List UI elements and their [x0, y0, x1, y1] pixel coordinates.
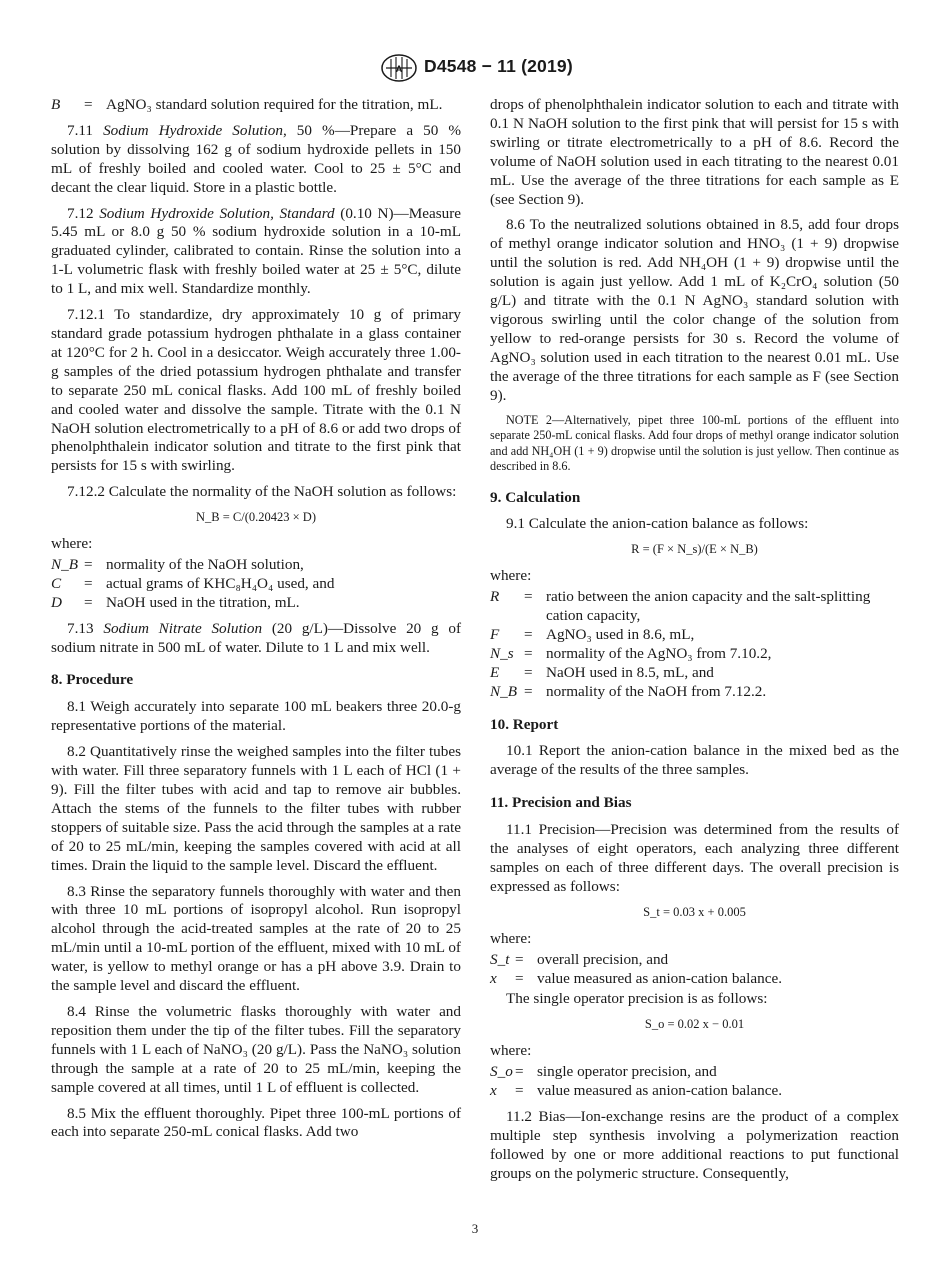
section-number: 7.11: [67, 121, 94, 139]
section-title: Sodium Nitrate Solution: [103, 619, 263, 637]
paragraph-9-1: 9.1 Calculate the anion-cation balance as follows:: [506, 515, 809, 533]
note-2: NOTE 2—Alternatively, pipet three 100-mL portions of the effluent into separate 250-mL conical flasks. Add four drops of methyl orange indicator solution and add NH₄OH (1 + 9) dropwise until the solution is just yellow. Then continue as described in 8.6.: [490, 412, 899, 473]
definition-symbol: N_B: [490, 682, 518, 700]
definition-equals: =: [84, 96, 93, 113]
section-heading-precision-bias: 11. Precision and Bias: [490, 794, 632, 812]
definition-text: normality of the NaOH from 7.12.2.: [546, 682, 767, 700]
definition-equals: =: [524, 625, 533, 643]
definition-symbol: S_o: [490, 1063, 513, 1081]
paragraph-7-12-2: 7.12.2 Calculate the normality of the NaOH solution as follows:: [67, 483, 457, 501]
definition-symbol: N_B: [51, 555, 79, 573]
definition-symbol: R: [490, 588, 500, 606]
definition-item: [490, 645, 899, 664]
definition-symbol: E: [490, 663, 500, 681]
definition-item: [51, 556, 461, 575]
definition-list: [490, 588, 899, 701]
definition-text: AgNO₃ used in 8.6, mL,: [546, 625, 695, 643]
section-title: Sodium Hydroxide Solution, Standard: [99, 204, 335, 222]
paragraph-8-2: 8.2 Quantitatively rinse the weighed samples into the filter tubes with water. Fill three separatory funnels with 1 L each of HCl (1 + 9). Fill the filter tubes with acid and tap to remove air bubbles. Attach the stems of the funnels to the filter tubes with rubber stoppers of suitable size. Pass the acid through the samples at a rate of 20 to 25 mL/min, keeping the samples covered with acid at all times. Drain the liquid to the sample level. Discard the effluent.: [51, 743, 461, 874]
paragraph-11-2: 11.2 Bias—Ion-exchange resins are the product of a complex multiple step synthesis involving a polymerization reaction followed by one or more additional reactions to put functional groups on the polymeric structure. Consequently,: [490, 1107, 899, 1182]
definition-text: overall precision, and: [537, 950, 669, 968]
paragraph-8-6: 8.6 To the neutralized solutions obtained in 8.5, add four drops of methyl orange indicator solution and HNO₃ (1 + 9) dropwise until the solution is red. Add NH₄OH (1 + 9) dropwise until the solution is again just yellow. Add 1 mL of K₂CrO₄ solution (50 g/L) and titrate with the 0.1 N AgNO₃ standard solution with vigorous swirling until the color change of the solution from yellow to red-orange persists for 30 s. Record the volume of AgNO₃ solution used in each titration to the nearest 0.01 mL. Use the average of the three titrations for each sample as F (see Section 9).: [490, 216, 899, 404]
definition-text: actual grams of KHC₈H₄O₄ used, and: [106, 574, 335, 592]
definition-text: single operator precision, and: [537, 1063, 717, 1081]
definition-item: [490, 951, 899, 970]
paragraph-7-12-1: 7.12.1 To standardize, dry approximately 10 g of primary standard grade potassium hydrogen phthalate in a glass container at 120°C for 2 h. Cool in a desiccator. Weigh accurately three 1.00-g samples of the dried potassium hydrogen phthalate and transfer to separate 250 mL conical flasks. Add 100 mL of freshly boiled and cooled water and dissolve the sample. Titrate with the 0.1 N NaOH solution electrometrically to a pH of 8.6 or add two drops of phenolphthalein indicator solution and titrate to the first pink that persists for 15 s with swirling.: [51, 306, 461, 475]
paragraph-7-13: [51, 620, 461, 658]
definition-equals: =: [515, 969, 524, 987]
definition-list: [51, 556, 461, 613]
definition-equals: =: [524, 588, 533, 606]
definition-text: NaOH used in 8.5, mL, and: [546, 663, 714, 681]
definition-text: normality of the NaOH solution,: [106, 555, 304, 573]
definition-equals: =: [84, 555, 93, 573]
definition-equals: =: [524, 644, 533, 662]
definition-item: [490, 970, 899, 989]
definition-item: [490, 664, 899, 683]
svg-text:A: A: [395, 64, 403, 74]
section-body: (20 g/L)—Dissolve 20 g of sodium nitrate in 500 mL of water. Dilute to 1 L and mix well.: [51, 619, 462, 656]
definition-item: [490, 1063, 899, 1082]
page-header: [0, 56, 950, 82]
definition-text: AgNO₃ standard solution required for the titration, mL.: [106, 96, 443, 113]
definition-text: value measured as anion-cation balance.: [537, 1082, 782, 1100]
definition-text: ratio between the anion capacity and the salt-splitting cation capacity,: [546, 588, 871, 625]
where-label: where:: [490, 1042, 532, 1060]
paragraph-7-11: [51, 122, 461, 198]
where-label: where:: [490, 929, 532, 947]
astm-logo-icon: [379, 53, 419, 88]
paragraph-10-1: 10.1 Report the anion-cation balance in the mixed bed as the average of the results of the three samples.: [490, 742, 899, 779]
definition-symbol: F: [490, 625, 500, 643]
definition-equals: =: [515, 1082, 524, 1100]
equation-overall-precision: S_t = 0.03 x + 0.005: [643, 904, 746, 919]
equation-balance: R = (F × N_s)/(E × N_B): [631, 542, 758, 557]
where-label: where:: [490, 567, 532, 585]
definition-item: [51, 575, 461, 594]
definition-equals: =: [524, 663, 533, 681]
paragraph-8-3: 8.3 Rinse the separatory funnels thoroughly with water and then with three 10 mL portions of isopropyl alcohol. Run isopropyl alcohol through the acid-treated samples at the rate of 20 to 25 mL/min until a 10-mL portion of the effluent, mixed with 10 mL of water, is yellow to methyl orange or has a pH above 3.9. Drain to the sample level and discard the effluent.: [51, 882, 461, 995]
definition-equals: =: [515, 950, 524, 968]
definition-list: [490, 951, 899, 989]
page-number: 3: [471, 1221, 479, 1236]
definition-symbol: S_t: [490, 950, 510, 968]
section-heading-calculation: 9. Calculation: [490, 488, 581, 506]
definition-symbol: C: [51, 574, 62, 592]
section-heading-report: 10. Report: [490, 715, 559, 733]
definition-text: value measured as anion-cation balance.: [537, 969, 782, 987]
paragraph-8-1: 8.1 Weigh accurately into separate 100 mL beakers three 20.0-g representative portions of the material.: [51, 698, 461, 735]
definition-symbol: D: [51, 593, 62, 611]
definition-equals: =: [524, 682, 533, 700]
definition-text: NaOH used in the titration, mL.: [106, 593, 300, 611]
document-title: D4548 − 11 (2019): [424, 56, 573, 76]
definition-item: [490, 626, 899, 645]
section-heading-procedure: 8. Procedure: [51, 671, 134, 689]
definition-list: [51, 96, 461, 115]
definition-symbol: x: [490, 1082, 497, 1100]
section-number: 7.13: [67, 619, 94, 637]
left-column: [51, 96, 461, 1149]
section-title: Sodium Hydroxide Solution: [103, 121, 283, 139]
paragraph-single-operator: The single operator precision is as follows:: [506, 990, 768, 1008]
definition-symbol: N_s: [490, 644, 514, 662]
where-label: where:: [51, 535, 93, 553]
section-number: 7.12: [67, 204, 94, 222]
definition-item: [490, 588, 899, 626]
definition-text: normality of the AgNO₃ from 7.10.2,: [546, 644, 772, 662]
equation-single-operator-precision: S_o = 0.02 x − 0.01: [644, 1017, 745, 1032]
paragraph-8-4: 8.4 Rinse the volumetric flasks thoroughly with water and reposition them under the tip of the filter tubes. Fill the separatory funnels with 1 L each of NaNO₃ (20 g/L). Pass the NaNO₃ solution through the sample at a rate of 20 to 25 mL/min, keeping the sample covered at all times, until 1 L of effluent is collected.: [51, 1002, 461, 1096]
definition-symbol: x: [490, 969, 497, 987]
definition-item: [51, 594, 461, 613]
equation-normality: N_B = C/(0.20423 × D): [195, 510, 316, 525]
section-body: (0.10 N)—Measure 5.45 mL or 8.0 g 50 % sodium hydroxide solution in a 10-mL graduated cylinder, calibrated to contain. Rinse the solution into a 1-L volumetric flask with freshly boiled water at 25 ± 5°C, dilute to 1 L, and mix well. Standardize monthly.: [51, 204, 462, 298]
definition-item: [51, 96, 461, 115]
definition-item: [490, 1082, 899, 1101]
definition-symbol: B: [51, 96, 61, 113]
paragraph-8-5: 8.5 Mix the effluent thoroughly. Pipet three 100-mL portions of each into separate 250-mL conical flasks. Add two: [51, 1104, 461, 1141]
definition-list: [490, 1063, 899, 1101]
paragraph-7-12: [51, 205, 461, 300]
definition-item: [490, 683, 899, 702]
section-body: , 50 %—Prepare a 50 % solution by dissolving 162 g of sodium hydroxide pellets in 150 mL of freshly boiled and cooled water. Cool to 25 ± 5°C and decant the clear liquid. Store in a plastic bottle.: [51, 121, 462, 196]
definition-equals: =: [84, 593, 93, 611]
definition-equals: =: [515, 1063, 524, 1081]
paragraph-11-1: 11.1 Precision—Precision was determined from the results of the analyses of eight operators, each analyzing three different samples on each of three different days. The overall precision is expressed as follows:: [490, 821, 899, 895]
paragraph-8-5-continued: drops of phenolphthalein indicator solution to each and titrate with 0.1 N NaOH solution to the first pink that will persist for 15 s with swirling or titrate electrometrically to a pH of 8.6. Record the volume of NaOH solution used in each titrating to the nearest 0.01 mL. Use the average of the three titrations for each sample as E (see Section 9).: [490, 96, 899, 208]
definition-equals: =: [84, 574, 93, 592]
right-column: [490, 96, 899, 1191]
